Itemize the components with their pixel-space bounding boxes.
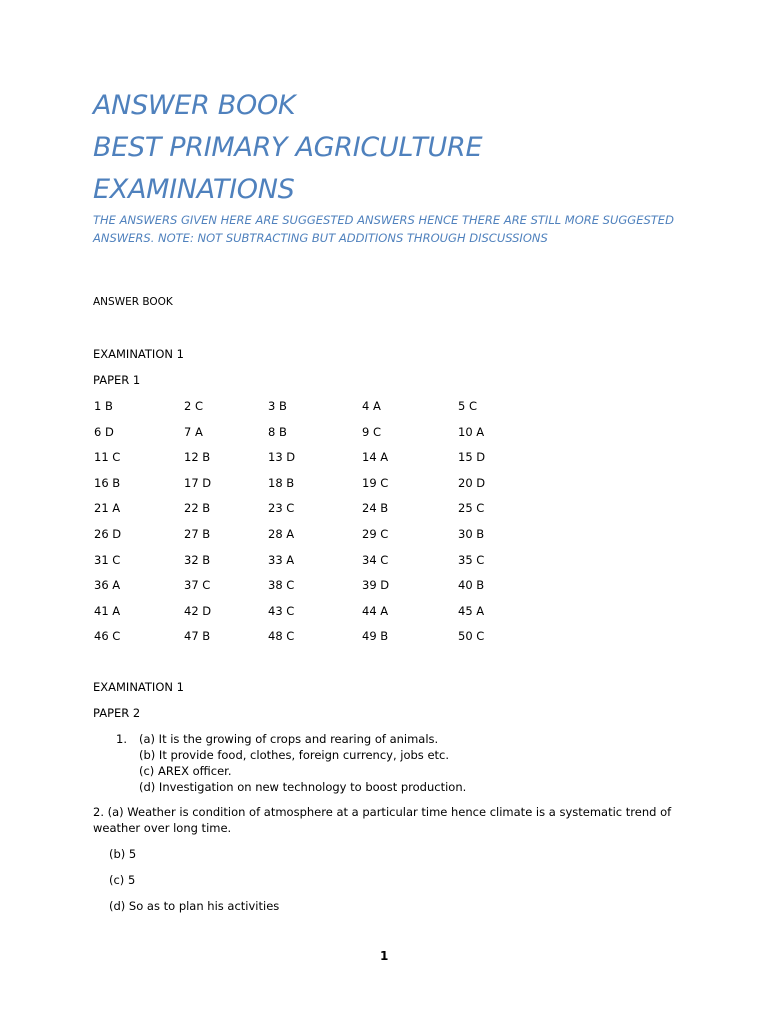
mcq-answer: 44 A: [362, 603, 389, 618]
mcq-answer: 19 C: [362, 475, 389, 490]
q1-answer-d: (d) Investigation on new technology to boost production.: [139, 780, 467, 794]
mcq-answer: 6 D: [94, 424, 114, 439]
mcq-answer: 5 C: [458, 399, 478, 413]
mcq-answer: 9 C: [362, 424, 382, 439]
mcq-answer: 50 C: [458, 629, 485, 644]
mcq-answer: 36 A: [94, 578, 121, 593]
paper1-exam-label: EXAMINATION 1: [93, 347, 184, 361]
q1-answer-a: (a) It is the growing of crops and rearing of animals.: [139, 732, 439, 746]
mcq-answer: 30 B: [458, 527, 485, 541]
mcq-answer: 16 B: [94, 475, 121, 490]
mcq-answer: 15 D: [458, 450, 486, 465]
mcq-answer: 34 C: [362, 552, 389, 567]
mcq-answer: 4 A: [362, 399, 381, 413]
mcq-answer: 29 C: [362, 527, 389, 541]
mcq-answer: 46 C: [94, 629, 121, 644]
mcq-answer: 25 C: [458, 501, 485, 516]
q2-answer-c: (c) 5: [109, 873, 136, 887]
mcq-answer: 43 C: [268, 603, 295, 618]
mcq-answer: 2 C: [184, 399, 204, 413]
mcq-answer: 12 B: [184, 450, 211, 465]
mcq-answer: 27 B: [184, 527, 211, 541]
mcq-answer: 8 B: [268, 424, 287, 439]
mcq-answer: 42 D: [184, 603, 212, 618]
mcq-answer: 48 C: [268, 629, 295, 644]
mcq-answer: 14 A: [362, 450, 389, 465]
paper2-label: PAPER 2: [93, 706, 141, 720]
page-number: 1: [380, 949, 389, 963]
mcq-answer: 32 B: [184, 552, 211, 567]
title-line-1: ANSWER BOOK: [93, 90, 296, 121]
mcq-answer: 38 C: [268, 578, 295, 593]
mcq-answer: 40 B: [458, 578, 485, 593]
q1-answer-c: (c) AREX officer.: [139, 764, 232, 778]
suggested-answers-note: THE ANSWERS GIVEN HERE ARE SUGGESTED ANSWERS HENCE THERE ARE STILL MORE SUGGESTED ANSWERS. NOTE: NOT SUBTRACTING BUT ADDITIONS THROUGH DISCUSSIONS: [93, 213, 674, 245]
mcq-answer: 45 A: [458, 603, 485, 618]
mcq-answer: 33 A: [268, 552, 295, 567]
mcq-answer: 13 D: [268, 450, 296, 465]
section-label: ANSWER BOOK: [93, 296, 173, 308]
title-line-3: EXAMINATIONS: [93, 174, 295, 205]
mcq-answer: 21 A: [94, 501, 121, 516]
mcq-answer: 28 A: [268, 527, 295, 541]
mcq-answer: 11 C: [94, 450, 121, 465]
mcq-answer: 1 B: [94, 399, 113, 413]
mcq-answer: 31 C: [94, 552, 121, 567]
q2-answer-a: 2. (a) Weather is condition of atmosphere at a particular time hence climate is a systematic trend of weather over long time.: [93, 805, 672, 835]
q1-answer-b: (b) It provide food, clothes, foreign currency, jobs etc.: [139, 748, 450, 762]
paper2-exam-label: EXAMINATION 1: [93, 680, 184, 694]
mcq-answer: 18 B: [268, 475, 295, 490]
q2-answer-b: (b) 5: [109, 847, 137, 861]
mcq-answer: 39 D: [362, 578, 390, 593]
mcq-answer: 24 B: [362, 501, 389, 516]
mcq-answer: 22 B: [184, 501, 211, 516]
mcq-answer: 35 C: [458, 552, 485, 567]
mcq-answer: 20 D: [458, 475, 486, 490]
mcq-answer: 37 C: [184, 578, 211, 593]
mcq-answer: 49 B: [362, 629, 389, 644]
mcq-answer: 41 A: [94, 603, 121, 618]
mcq-answer: 47 B: [184, 629, 211, 644]
q1-number: 1.: [116, 732, 127, 746]
mcq-answer: 26 D: [94, 527, 122, 541]
q2-answer-d: (d) So as to plan his activities: [109, 899, 280, 913]
paper1-label: PAPER 1: [93, 373, 141, 387]
mcq-answer: 23 C: [268, 501, 295, 516]
mcq-answer: 7 A: [184, 424, 203, 439]
mcq-answer: 17 D: [184, 475, 212, 490]
mcq-answer: 10 A: [458, 424, 485, 439]
title-line-2: BEST PRIMARY AGRICULTURE: [93, 132, 483, 163]
mcq-answer: 3 B: [268, 399, 287, 413]
